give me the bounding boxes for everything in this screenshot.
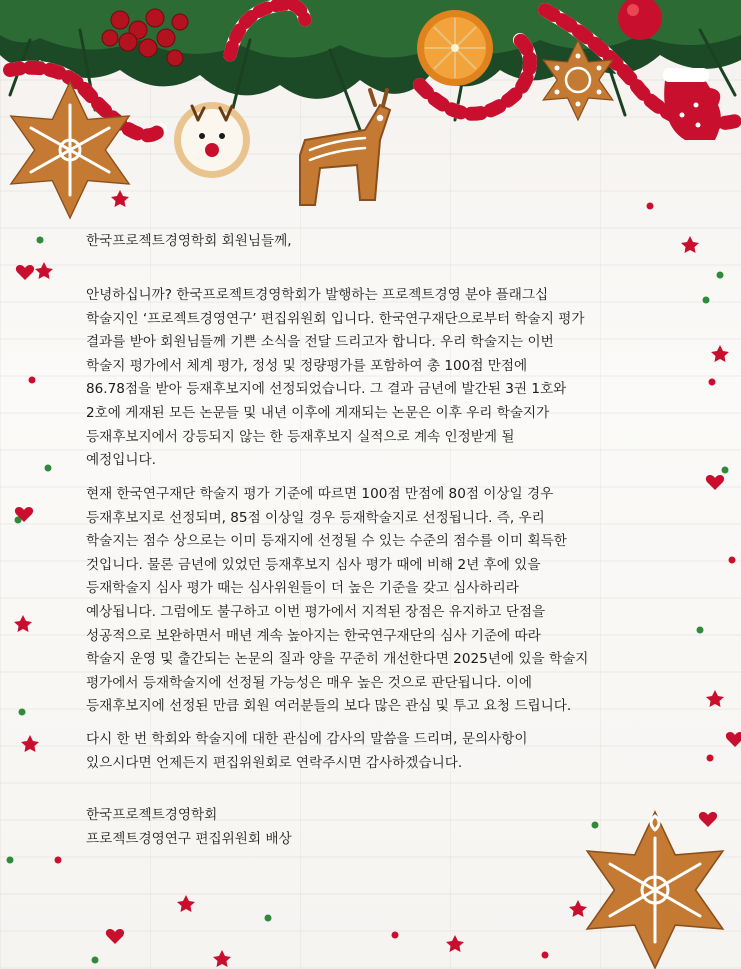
text-line: 성공적으로 보완하면서 매년 계속 높아지는 한국연구재단의 심사 기준에 따라 — [86, 627, 541, 644]
text-line: 학술지 평가에서 체계 평가, 정성 및 정량평가를 포함하여 총 100점 만점에 — [86, 357, 528, 374]
letter-greeting: 한국프로젝트경영학회 회원님들께, — [86, 233, 292, 249]
text-line: 등재학술지 심사 평가 때는 심사위원들이 더 높은 기준을 갖고 심사하리라 — [86, 580, 519, 597]
signature-committee: 프로젝트경영연구 편집위원회 배상 — [86, 830, 292, 847]
gingerbread-reindeer-icon — [300, 90, 390, 205]
text-line: 다시 한 번 학회와 학술지에 대한 관심에 감사의 말씀을 드리며, 문의사항이 — [86, 731, 528, 747]
letter-paragraph-1 — [86, 284, 585, 473]
text-line: 학술지 운영 및 출간되는 논문의 질과 양을 꾸준히 개선한다면 2025년에 있을 학술지 — [86, 651, 589, 668]
letter-signature — [86, 804, 292, 851]
text-line: 예정입니다. — [86, 452, 156, 469]
text-line: 등재후보지로 선정되며, 85점 이상일 경우 등재학술지로 선정됩니다. 즉, 우리 — [86, 509, 545, 526]
text-line: 안녕하십니까? 한국프로젝트경영학회가 발행하는 프로젝트경영 분야 플래그십 — [86, 287, 549, 303]
letter-paragraph-2 — [86, 483, 588, 719]
text-line: 있으시다면 언제든지 편집위원회로 연락주시면 감사하겠습니다. — [86, 754, 463, 771]
signature-organization: 한국프로젝트경영학회 — [86, 807, 218, 823]
text-line: 2호에 게재된 모든 논문들 및 내년 이후에 게재되는 논문은 이후 우리 학술지가 — [86, 404, 550, 421]
text-line: 86.78점을 받아 등재후보지에 선정되었습니다. 그 결과 금년에 발간된 3권 1호와 — [86, 381, 567, 398]
reindeer-cookie-icon — [174, 102, 250, 178]
text-line: 등재후보지에 선정된 만큼 회원 여러분들의 보다 많은 관심 및 투고 요청 드립니다. — [86, 698, 572, 715]
christmas-mitten-icon — [663, 68, 721, 140]
text-line: 평가에서 등재학술지에 선정될 가능성은 매우 높은 것으로 판단됩니다. 이에 — [86, 674, 532, 691]
text-line: 현재 한국연구재단 학술지 평가 기준에 따르면 100점 만점에 80점 이상일 경우 — [86, 486, 554, 502]
letter-paragraph-3 — [86, 728, 527, 775]
text-line: 결과를 받아 회원님들께 기쁜 소식을 전달 드리고자 합니다. 우리 학술지는 이번 — [86, 334, 554, 351]
text-line: 학술지인 ‘프로젝트경영연구’ 편집위원회 입니다. 한국연구재단으로부터 학술지 평가 — [86, 310, 585, 327]
gingerbread-star-icon — [11, 82, 129, 218]
text-line: 학술지는 점수 상으로는 이미 등재지에 선정될 수 있는 수준의 점수를 이미 획득한 — [86, 533, 567, 550]
text-line: 예상됩니다. 그럼에도 불구하고 이번 평가에서 지적된 장점은 유지하고 단점을 — [86, 603, 546, 620]
gingerbread-star-icon — [587, 812, 723, 968]
text-line: 것입니다. 물론 금년에 있었던 등재후보지 심사 평가 때에 비해 2년 후에 있을 — [86, 556, 541, 573]
text-line: 등재후보지에서 강등되지 않는 한 등재후보지 실적으로 계속 인정받게 될 — [86, 428, 515, 445]
orange-slice-icon — [417, 10, 493, 86]
